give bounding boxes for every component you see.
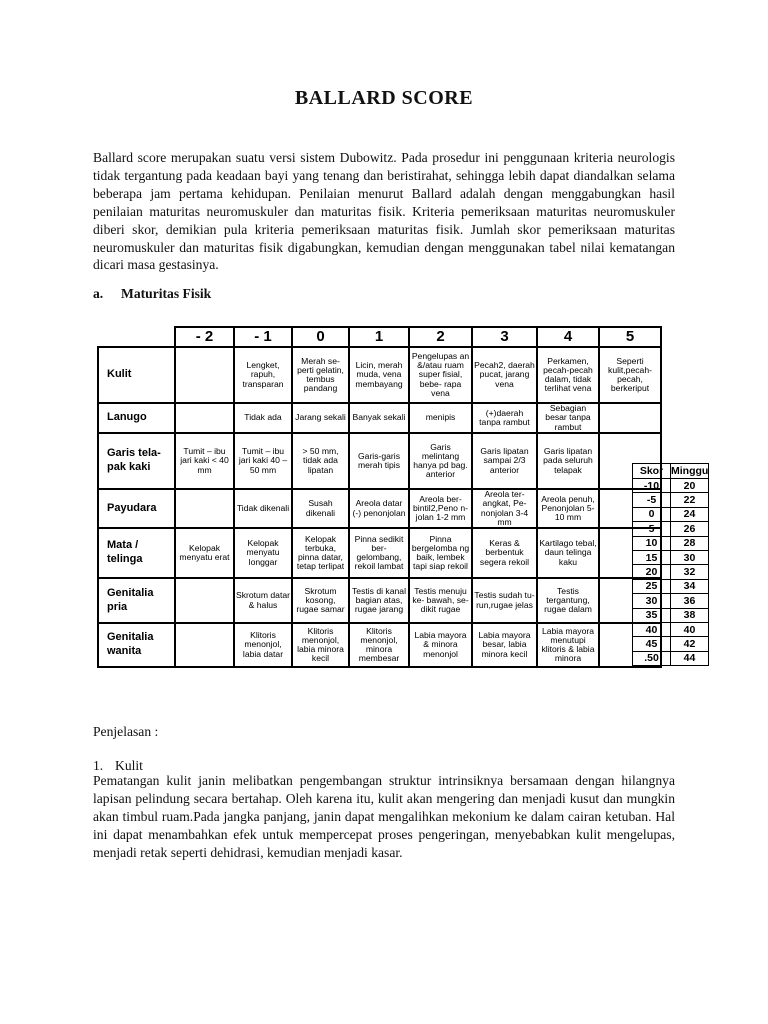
score-header: 1 bbox=[349, 327, 409, 347]
criteria-cell: Testis sudah tu- run,rugae jelas bbox=[472, 578, 537, 623]
criteria-cell: Labia mayora menutupi klitoris & labia minora bbox=[537, 623, 599, 667]
score-header: - 2 bbox=[175, 327, 234, 347]
skor-row bbox=[633, 565, 709, 579]
skor-row bbox=[633, 522, 709, 536]
criteria-cell: Kelopak menyatu longgar bbox=[234, 528, 292, 578]
criteria-cell: Testis tergantung, rugae dalam bbox=[537, 578, 599, 623]
criteria-cell: > 50 mm, tidak ada lipatan bbox=[292, 433, 349, 489]
skor-value: 35 bbox=[633, 608, 671, 622]
criteria-cell: Lengket, rapuh, transparan bbox=[234, 347, 292, 403]
criteria-cell: Garis lipatan pada seluruh telapak bbox=[537, 433, 599, 489]
criteria-cell: Klitoris menonjol, labia minora kecil bbox=[292, 623, 349, 667]
criteria-label: Kulit bbox=[98, 347, 175, 403]
criteria-cell bbox=[175, 347, 234, 403]
criteria-row bbox=[98, 528, 661, 578]
criteria-row bbox=[98, 623, 661, 667]
section-number: a. bbox=[93, 286, 104, 301]
skor-value: 0 bbox=[633, 507, 671, 521]
criteria-row bbox=[98, 578, 661, 623]
skor-row bbox=[633, 493, 709, 507]
skor-value: 40 bbox=[633, 622, 671, 636]
skor-value: 10 bbox=[633, 536, 671, 550]
page-title: BALLARD SCORE bbox=[294, 87, 474, 109]
skor-header-row bbox=[633, 464, 709, 479]
criteria-row bbox=[98, 433, 661, 489]
criteria-cell: Pinna sedikit ber- gelombang, rekoil lambat bbox=[349, 528, 409, 578]
minggu-value: 28 bbox=[671, 536, 709, 550]
score-header: - 1 bbox=[234, 327, 292, 347]
minggu-value: 36 bbox=[671, 594, 709, 608]
ballard-maturity-table bbox=[97, 326, 662, 668]
criteria-cell: Keras & berbentuk segera rekoil bbox=[472, 528, 537, 578]
criteria-cell: Tidak dikenali bbox=[234, 489, 292, 528]
criteria-cell: Tidak ada bbox=[234, 403, 292, 433]
skor-row bbox=[633, 608, 709, 622]
criteria-cell: Kelopak terbuka, pinna datar, tetap terlipat bbox=[292, 528, 349, 578]
criteria-cell: Banyak sekali bbox=[349, 403, 409, 433]
skor-value: -10 bbox=[633, 479, 671, 493]
criteria-row bbox=[98, 403, 661, 433]
criteria-row bbox=[98, 489, 661, 528]
criteria-cell: Seperti kulit,pecah- pecah, berkeriput bbox=[599, 347, 661, 403]
minggu-header: Minggu bbox=[671, 465, 709, 477]
intro-paragraph: Ballard score merupakan suatu versi sistem Dubowitz. Pada prosedur ini penggunaan kriteria neurologis tidak tergantung pada keadaan bayi yang tenang dan beristirahat, sehingga lebih dapat diandalkan selama beberapa jam pertama kehidupan. Penilaian menurut Ballard adalah dengan menggabungkan hasil penilaian maturitas neuromuskuler dan maturitas fisik. Kriteria pemeriksaan maturitas neuromuskuler diberi skor, demikian pula kriteria pemeriksaan maturitas fisik. Jumlah skor pemeriksaan maturitas neuromuskuler dan maturitas fisik digabungkan, kemudian dengan menggunakan tabel nilai kematangan dicari masa gestasinya. bbox=[93, 150, 675, 273]
minggu-value: 22 bbox=[671, 493, 709, 507]
criteria-row bbox=[98, 347, 661, 403]
skor-value: 5 bbox=[633, 522, 671, 536]
criteria-cell: Garis-garis merah tipis bbox=[349, 433, 409, 489]
criteria-cell: Testis di kanal bagian atas, rugae jarang bbox=[349, 578, 409, 623]
criteria-cell: Testis menuju ke- bawah, se- dikit rugae bbox=[409, 578, 472, 623]
skor-row bbox=[633, 637, 709, 651]
criteria-cell: Klitoris menonjol, labia datar bbox=[234, 623, 292, 667]
criteria-cell bbox=[175, 403, 234, 433]
criteria-cell: Sebagian besar tanpa rambut bbox=[537, 403, 599, 433]
skor-row bbox=[633, 507, 709, 521]
criteria-cell: Kartilago tebal, daun telinga kaku bbox=[537, 528, 599, 578]
criteria-label: Genitalia wanita bbox=[98, 623, 175, 667]
score-header: 0 bbox=[292, 327, 349, 347]
criteria-label: Lanugo bbox=[98, 403, 175, 433]
skor-row bbox=[633, 536, 709, 550]
section-heading-maturitas-fisik bbox=[93, 286, 211, 302]
skor-value: .50 bbox=[633, 651, 671, 665]
skor-minggu-table bbox=[632, 463, 709, 666]
skor-row bbox=[633, 479, 709, 493]
criteria-cell: Pengelupas an &/atau ruam super fisial, bebe- rapa vena bbox=[409, 347, 472, 403]
criteria-cell: Pecah2, daerah pucat, jarang vena bbox=[472, 347, 537, 403]
criteria-cell: Susah dikenali bbox=[292, 489, 349, 528]
minggu-value: 44 bbox=[671, 651, 709, 665]
skor-value: 45 bbox=[633, 637, 671, 651]
minggu-value: 20 bbox=[671, 479, 709, 493]
subsection-title: Kulit bbox=[115, 758, 143, 773]
skor-row bbox=[633, 550, 709, 564]
criteria-cell: Merah se- perti gelatin, tembus pandang bbox=[292, 347, 349, 403]
skor-value: 30 bbox=[633, 594, 671, 608]
criteria-cell bbox=[175, 578, 234, 623]
score-header: 2 bbox=[409, 327, 472, 347]
criteria-cell: Jarang sekali bbox=[292, 403, 349, 433]
minggu-value: 30 bbox=[671, 550, 709, 564]
criteria-cell: Areola datar (-) penonjolan bbox=[349, 489, 409, 528]
penjelasan-heading: Penjelasan : bbox=[93, 724, 159, 739]
minggu-value: 38 bbox=[671, 608, 709, 622]
criteria-cell: Labia mayora besar, labia minora kecil bbox=[472, 623, 537, 667]
criteria-cell: Areola ber- bintil2,Peno n- jolan 1-2 mm bbox=[409, 489, 472, 528]
subsection-number: 1. bbox=[93, 758, 104, 773]
criteria-cell: Tumit – ibu jari kaki 40 –50 mm bbox=[234, 433, 292, 489]
criteria-cell: Perkamen, pecah-pecah dalam, tidak terlihat vena bbox=[537, 347, 599, 403]
skor-header: Skor bbox=[633, 464, 671, 479]
criteria-cell: Tumit – ibu jari kaki < 40 mm bbox=[175, 433, 234, 489]
minggu-value: 32 bbox=[671, 565, 709, 579]
kulit-paragraph: Pematangan kulit janin melibatkan pengembangan struktur intrinsiknya bersamaan dengan hilangnya lapisan pelindung secara bertahap. Oleh karena itu, kulit akan mengering dan menjadi kusut dan mungkin akan timbul ruam.Pada jangka panjang, janin dapat mengalihkan mekonium ke dalam cairan ketuban. Hal ini dapat menambahkan efek untuk mempercepat proses pengeringan, menyebabkan kulit mengelupas, menjadi retak seperti dehidrasi, kemudian menjadi kasar. bbox=[93, 773, 675, 860]
skor-value: 25 bbox=[633, 579, 671, 593]
criteria-cell bbox=[175, 489, 234, 528]
minggu-value: 42 bbox=[671, 637, 709, 651]
section-title: Maturitas Fisik bbox=[121, 286, 212, 301]
criteria-cell bbox=[599, 403, 661, 433]
skor-row bbox=[633, 579, 709, 593]
criteria-label: Genitalia pria bbox=[98, 578, 175, 623]
criteria-cell: menipis bbox=[409, 403, 472, 433]
criteria-cell: Garis melintang hanya pd bag. anterior bbox=[409, 433, 472, 489]
header-blank bbox=[98, 327, 175, 347]
minggu-value: 34 bbox=[671, 579, 709, 593]
criteria-cell: Skrotum kosong, rugae samar bbox=[292, 578, 349, 623]
criteria-cell: Labia mayora & minora menonjol bbox=[409, 623, 472, 667]
score-header: 5 bbox=[599, 327, 661, 347]
skor-value: 15 bbox=[633, 550, 671, 564]
criteria-label: Mata / telinga bbox=[98, 528, 175, 578]
criteria-label: Garis tela- pak kaki bbox=[98, 433, 175, 489]
criteria-cell: Pinna bergelomba ng baik, lembek tapi siap rekoil bbox=[409, 528, 472, 578]
score-header: 4 bbox=[537, 327, 599, 347]
skor-value: 20 bbox=[633, 565, 671, 579]
criteria-cell: Klitoris menonjol, minora membesar bbox=[349, 623, 409, 667]
score-header-row bbox=[98, 327, 661, 347]
minggu-value: 26 bbox=[671, 522, 709, 536]
minggu-value: 40 bbox=[671, 622, 709, 636]
skor-row bbox=[633, 651, 709, 665]
criteria-cell: Areola penuh, Penonjolan 5- 10 mm bbox=[537, 489, 599, 528]
criteria-cell: (+)daerah tanpa rambut bbox=[472, 403, 537, 433]
criteria-cell: Areola ter- angkat, Pe- nonjolan 3-4 mm bbox=[472, 489, 537, 528]
criteria-cell: Garis lipatan sampai 2/3 anterior bbox=[472, 433, 537, 489]
minggu-value: 24 bbox=[671, 507, 709, 521]
criteria-cell: Licin, merah muda, vena membayang bbox=[349, 347, 409, 403]
criteria-cell bbox=[175, 623, 234, 667]
skor-row bbox=[633, 594, 709, 608]
score-header: 3 bbox=[472, 327, 537, 347]
criteria-cell: Kelopak menyatu erat bbox=[175, 528, 234, 578]
skor-row bbox=[633, 622, 709, 636]
skor-value: -5 bbox=[633, 493, 671, 507]
criteria-label: Payudara bbox=[98, 489, 175, 528]
criteria-cell: Skrotum datar & halus bbox=[234, 578, 292, 623]
